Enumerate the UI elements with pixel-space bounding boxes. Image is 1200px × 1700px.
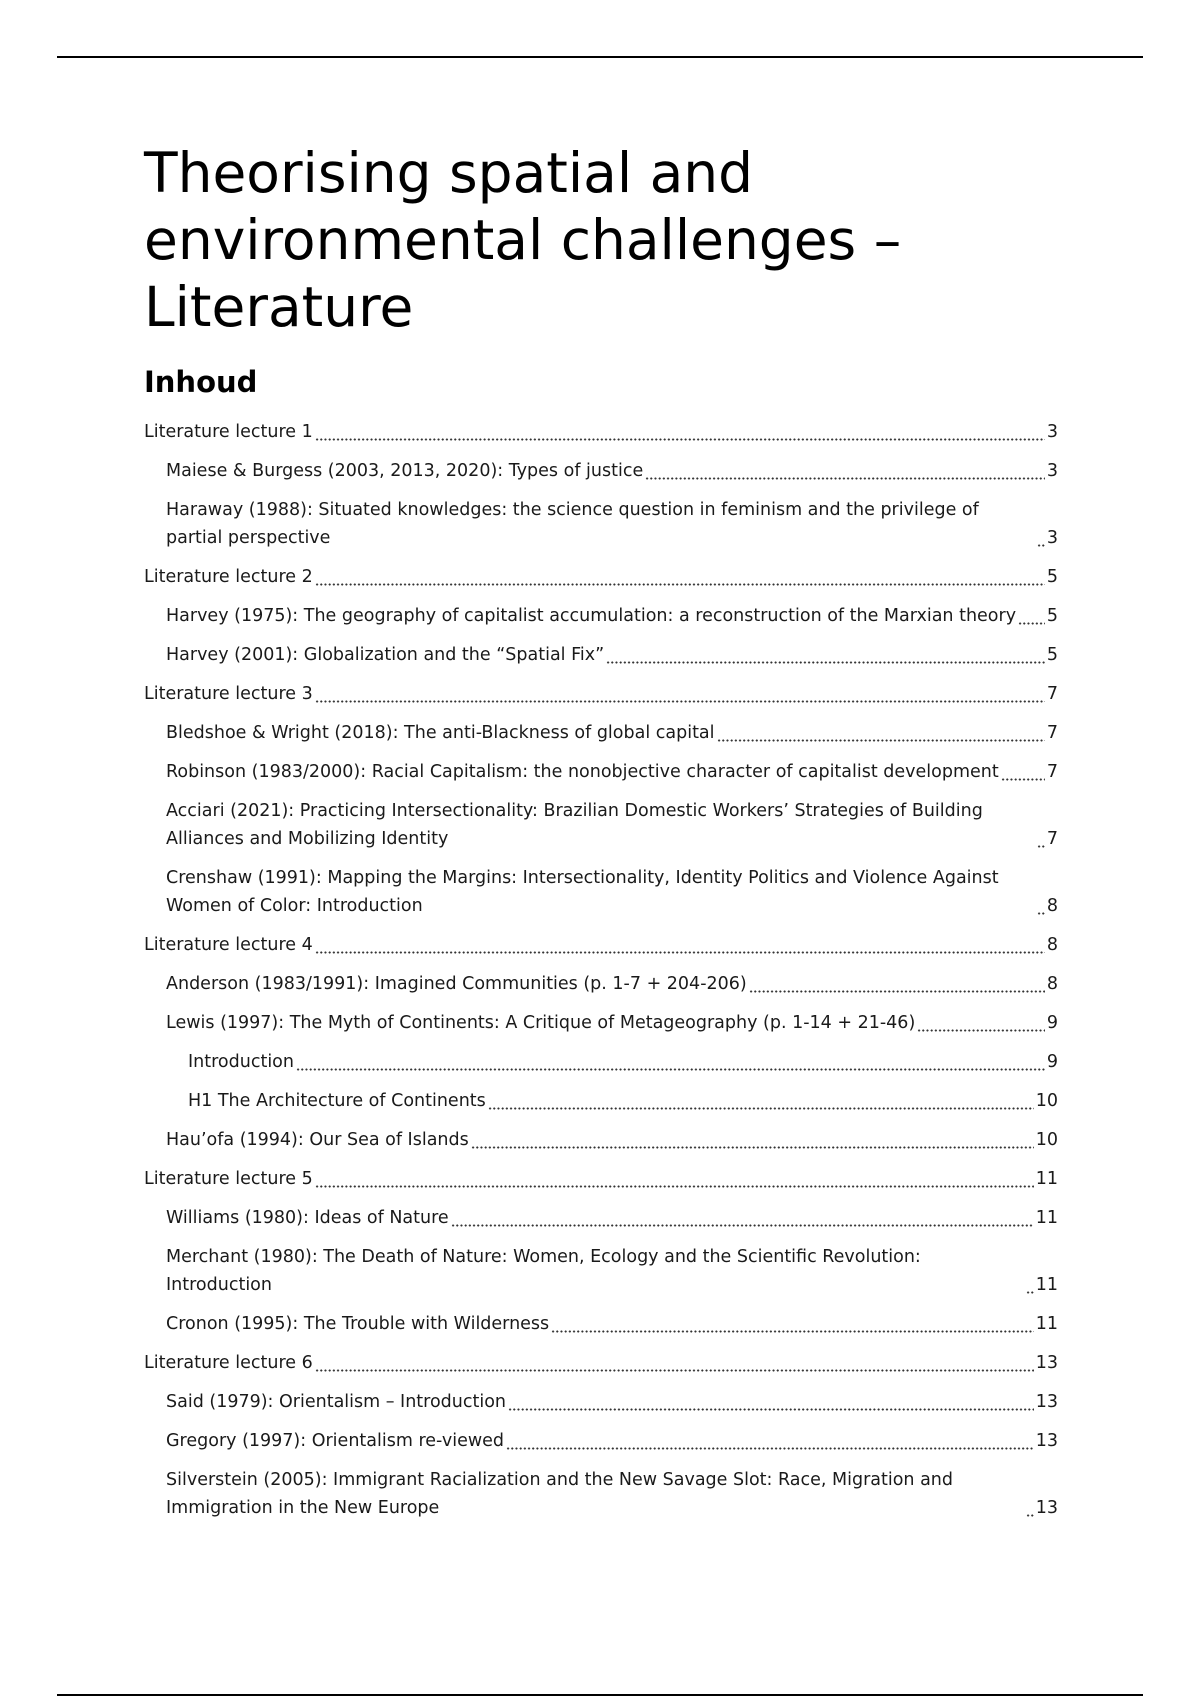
toc-dot-leader	[1037, 527, 1045, 547]
toc-page-number: 5	[1046, 645, 1058, 665]
toc-entry-label: Harvey (1975): The geography of capitalist accumulation: a reconstruction of the Marxian theory	[166, 606, 1017, 626]
toc-page-number: 11	[1035, 1275, 1058, 1295]
toc-reading-entry[interactable]	[144, 457, 1058, 485]
toc-dot-leader	[645, 460, 1045, 480]
toc-entry-label: Crenshaw (1991): Mapping the Margins: Intersectionality, Identity Politics and Violence Against Women of Color: Introduction	[166, 868, 999, 916]
document-title: Theorising spatial and environmental challenges – Literature	[144, 141, 902, 339]
toc-reading-entry[interactable]	[144, 970, 1058, 998]
toc-lecture-entry[interactable]	[144, 1165, 1058, 1193]
toc-reading-entry[interactable]	[144, 496, 1058, 552]
toc-page-number: 7	[1046, 829, 1058, 849]
toc-reading-entry[interactable]	[144, 719, 1058, 747]
toc-page-number: 7	[1046, 684, 1058, 704]
toc-dot-leader	[315, 1168, 1034, 1188]
toc-reading-entry[interactable]	[144, 1126, 1058, 1154]
toc-dot-leader	[1037, 895, 1045, 915]
toc-lecture-entry[interactable]	[144, 680, 1058, 708]
toc-reading-entry[interactable]	[144, 1009, 1058, 1037]
toc-page-number: 13	[1035, 1392, 1058, 1412]
toc-dot-leader	[315, 683, 1045, 703]
toc-dot-leader	[749, 973, 1045, 993]
toc-dot-leader	[1018, 605, 1045, 625]
toc-page-number: 5	[1046, 567, 1058, 587]
toc-dot-leader	[471, 1129, 1034, 1149]
toc-entry-label: Literature lecture 4	[144, 935, 313, 955]
toc-entry-label: Maiese & Burgess (2003, 2013, 2020): Types of justice	[166, 461, 644, 481]
footer-rule	[57, 1694, 1143, 1696]
toc-entry-label: Harvey (2001): Globalization and the “Spatial Fix”	[166, 645, 605, 665]
toc-dot-leader	[296, 1051, 1045, 1071]
toc-reading-entry[interactable]	[144, 602, 1058, 630]
toc-page-number: 13	[1035, 1498, 1058, 1518]
toc-reading-entry[interactable]	[144, 797, 1058, 853]
toc-page-number: 8	[1046, 896, 1058, 916]
toc-page-number: 13	[1035, 1431, 1058, 1451]
toc-entry-label: Literature lecture 5	[144, 1169, 313, 1189]
toc-reading-entry[interactable]	[144, 1243, 1058, 1299]
toc-dot-leader	[917, 1012, 1045, 1032]
toc-entry-label: Cronon (1995): The Trouble with Wilderness	[166, 1314, 550, 1334]
toc-page-number: 7	[1046, 723, 1058, 743]
toc-entry-label: Said (1979): Orientalism – Introduction	[166, 1392, 507, 1412]
toc-dot-leader	[1001, 761, 1045, 781]
toc-entry-label: Haraway (1988): Situated knowledges: the science question in feminism and the privilege of partial perspective	[166, 500, 979, 548]
toc-subsection-entry[interactable]	[144, 1048, 1058, 1076]
toc-entry-label: H1 The Architecture of Continents	[188, 1091, 486, 1111]
toc-page-number: 10	[1035, 1091, 1058, 1111]
toc-reading-entry[interactable]	[144, 1388, 1058, 1416]
table-of-contents	[144, 418, 1058, 1533]
toc-page-number: 3	[1046, 422, 1058, 442]
toc-dot-leader	[451, 1207, 1034, 1227]
toc-entry-label: Acciari (2021): Practicing Intersectionality: Brazilian Domestic Workers’ Strategies of Building Alliances and Mobilizing Identity	[166, 801, 983, 849]
toc-dot-leader	[717, 722, 1045, 742]
toc-reading-entry[interactable]	[144, 864, 1058, 920]
toc-dot-leader	[315, 421, 1045, 441]
toc-entry-label: Anderson (1983/1991): Imagined Communities (p. 1-7 + 204-206)	[166, 974, 747, 994]
toc-reading-entry[interactable]	[144, 641, 1058, 669]
toc-dot-leader	[1026, 1497, 1034, 1517]
toc-page-number: 9	[1046, 1013, 1058, 1033]
toc-dot-leader	[1037, 828, 1045, 848]
toc-page-number: 8	[1046, 935, 1058, 955]
toc-dot-leader	[315, 934, 1045, 954]
toc-lecture-entry[interactable]	[144, 563, 1058, 591]
toc-entry-label: Silverstein (2005): Immigrant Racialization and the New Savage Slot: Race, Migration and Immigration in the New Europe	[166, 1470, 954, 1518]
toc-reading-entry[interactable]	[144, 758, 1058, 786]
toc-entry-label: Robinson (1983/2000): Racial Capitalism: the nonobjective character of capitalist development	[166, 762, 999, 782]
toc-page-number: 8	[1046, 974, 1058, 994]
toc-entry-label: Gregory (1997): Orientalism re-viewed	[166, 1431, 505, 1451]
toc-page-number: 3	[1046, 461, 1058, 481]
toc-reading-entry[interactable]	[144, 1310, 1058, 1338]
toc-dot-leader	[508, 1391, 1034, 1411]
toc-dot-leader	[488, 1090, 1034, 1110]
toc-page-number: 5	[1046, 606, 1058, 626]
toc-entry-label: Bledshoe & Wright (2018): The anti-Blackness of global capital	[166, 723, 715, 743]
toc-reading-entry[interactable]	[144, 1427, 1058, 1455]
toc-lecture-entry[interactable]	[144, 418, 1058, 446]
toc-subsection-entry[interactable]	[144, 1087, 1058, 1115]
toc-dot-leader	[551, 1313, 1034, 1333]
toc-entry-label: Introduction	[188, 1052, 294, 1072]
toc-page-number: 11	[1035, 1314, 1058, 1334]
toc-entry-label: Hau’ofa (1994): Our Sea of Islands	[166, 1130, 469, 1150]
toc-entry-label: Literature lecture 3	[144, 684, 313, 704]
header-rule	[57, 56, 1143, 58]
toc-lecture-entry[interactable]	[144, 1349, 1058, 1377]
toc-dot-leader	[315, 566, 1045, 586]
toc-page-number: 10	[1035, 1130, 1058, 1150]
toc-dot-leader	[506, 1430, 1034, 1450]
toc-reading-entry[interactable]	[144, 1204, 1058, 1232]
toc-page-number: 13	[1035, 1353, 1058, 1373]
toc-dot-leader	[606, 644, 1045, 664]
toc-lecture-entry[interactable]	[144, 931, 1058, 959]
toc-entry-label: Literature lecture 6	[144, 1353, 313, 1373]
toc-page-number: 11	[1035, 1208, 1058, 1228]
toc-dot-leader	[315, 1352, 1034, 1372]
toc-page-number: 9	[1046, 1052, 1058, 1072]
toc-reading-entry[interactable]	[144, 1466, 1058, 1522]
toc-page-number: 3	[1046, 528, 1058, 548]
toc-entry-label: Williams (1980): Ideas of Nature	[166, 1208, 449, 1228]
toc-entry-label: Literature lecture 2	[144, 567, 313, 587]
toc-entry-label: Lewis (1997): The Myth of Continents: A Critique of Metageography (p. 1-14 + 21-46)	[166, 1013, 916, 1033]
toc-page-number: 7	[1046, 762, 1058, 782]
toc-entry-label: Literature lecture 1	[144, 422, 313, 442]
toc-dot-leader	[1026, 1274, 1034, 1294]
toc-page-number: 11	[1035, 1169, 1058, 1189]
toc-entry-label: Merchant (1980): The Death of Nature: Women, Ecology and the Scientific Revolution: Introduction	[166, 1247, 921, 1295]
toc-heading: Inhoud	[144, 365, 258, 399]
